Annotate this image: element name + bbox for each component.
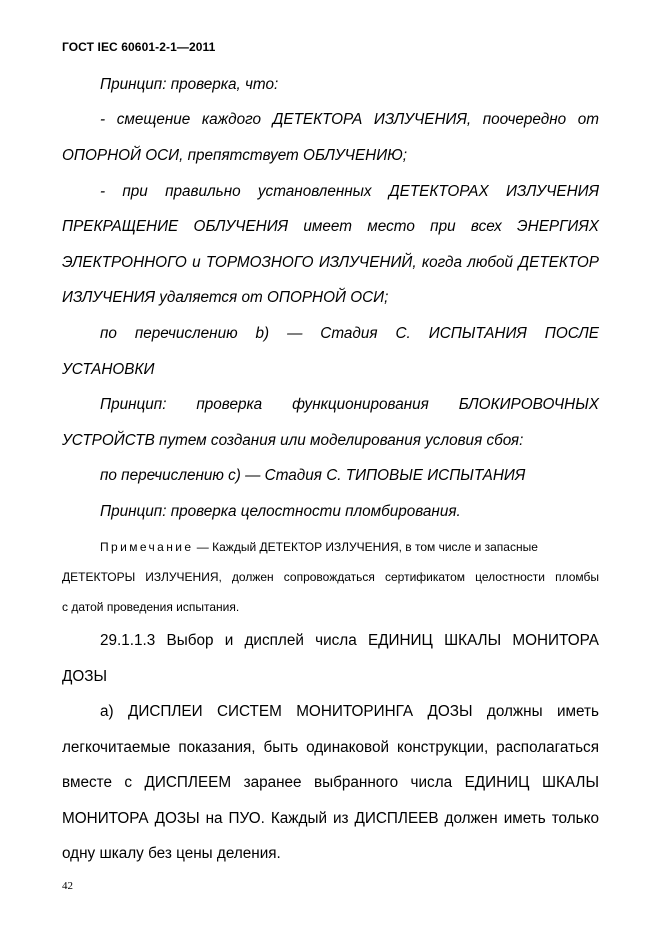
- principle-line: Принцип: проверка целостности пломбирования.: [100, 503, 461, 520]
- body-line: - при правильно установленных ДЕТЕКТОРАХ ИЗЛУЧЕНИЯ: [100, 183, 599, 200]
- section-line: одну шкалу без цены деления.: [62, 845, 281, 862]
- document-header: ГОСТ IEC 60601-2-1—2011: [62, 40, 216, 54]
- note-text: — Каждый ДЕТЕКТОР ИЗЛУЧЕНИЯ, в том числе и запасные: [193, 540, 538, 554]
- body-line: - смещение каждого ДЕТЕКТОРА ИЗЛУЧЕНИЯ, поочередно от: [100, 111, 599, 128]
- body-line: ЭЛЕКТРОННОГО и ТОРМОЗНОГО ИЗЛУЧЕНИЙ, когда любой ДЕТЕКТОР: [62, 254, 599, 271]
- note-label: Примечание: [100, 540, 194, 554]
- note-line: ДЕТЕКТОРЫ ИЗЛУЧЕНИЯ, должен сопровождаться сертификатом целостности пломбы: [62, 570, 599, 584]
- page-number: 42: [62, 880, 73, 892]
- section-heading: 29.1.1.3 Выбор и дисплей числа ЕДИНИЦ ШКАЛЫ МОНИТОРА: [100, 632, 599, 649]
- body-line: УСТРОЙСТВ путем создания или моделирования условия сбоя:: [62, 432, 524, 449]
- section-line: МОНИТОРА ДОЗЫ на ПУО. Каждый из ДИСПЛЕЕВ должен иметь только: [62, 810, 599, 827]
- body-line: по перечислению с) — Стадия С. ТИПОВЫЕ ИСПЫТАНИЯ: [100, 467, 526, 484]
- body-line: ИЗЛУЧЕНИЯ удаляется от ОПОРНОЙ ОСИ;: [62, 289, 389, 306]
- note-line: с датой проведения испытания.: [62, 600, 240, 614]
- body-line: ОПОРНОЙ ОСИ, препятствует ОБЛУЧЕНИЮ;: [62, 147, 408, 164]
- note-line: [100, 539, 599, 555]
- section-line: а) ДИСПЛЕИ СИСТЕМ МОНИТОРИНГА ДОЗЫ должны иметь: [100, 703, 599, 720]
- body-line: УСТАНОВКИ: [62, 361, 155, 378]
- section-line: вместе с ДИСПЛЕЕМ заранее выбранного числа ЕДИНИЦ ШКАЛЫ: [62, 774, 599, 791]
- section-heading-cont: ДОЗЫ: [62, 668, 108, 685]
- section-line: легкочитаемые показания, быть одинаковой конструкции, располагаться: [62, 739, 599, 756]
- body-line: ПРЕКРАЩЕНИЕ ОБЛУЧЕНИЯ имеет место при всех ЭНЕРГИЯХ: [62, 218, 599, 235]
- principle-line: Принцип: проверка функционирования БЛОКИРОВОЧНЫХ: [100, 396, 599, 413]
- principle-line: Принцип: проверка, что:: [100, 76, 279, 93]
- body-line: по перечислению b) — Стадия С. ИСПЫТАНИЯ ПОСЛЕ: [100, 325, 599, 342]
